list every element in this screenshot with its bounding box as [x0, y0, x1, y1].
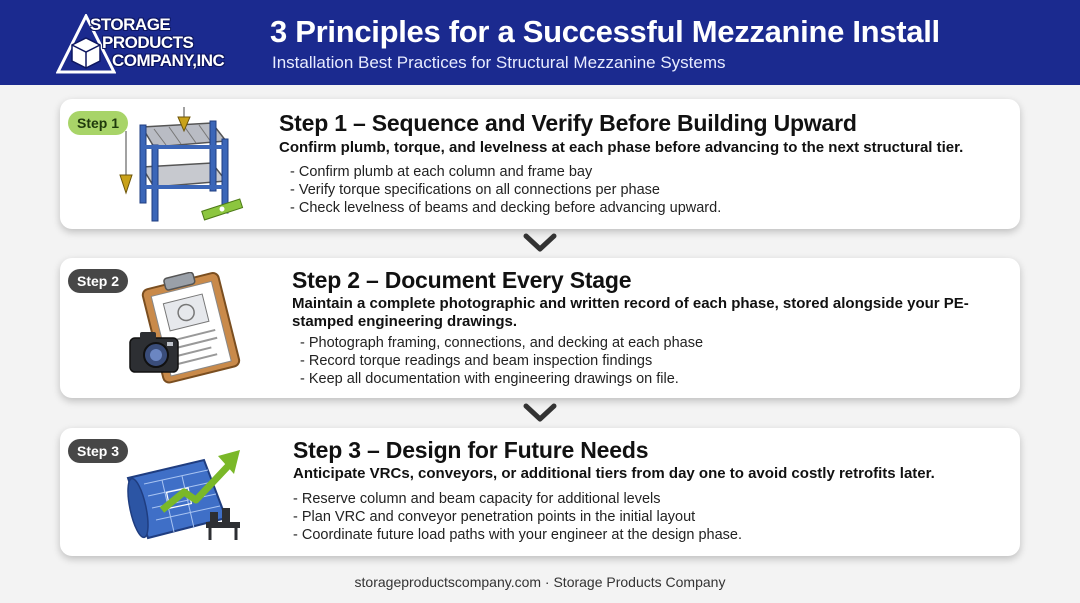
page-title: 3 Principles for a Successful Mezzanine Install: [270, 14, 940, 49]
step-2-card: [60, 258, 1020, 398]
step-1-badge: Step 1: [68, 111, 128, 135]
page-subtitle: Installation Best Practices for Structural Mezzanine Systems: [272, 53, 726, 72]
list-item: - Coordinate future load paths with your engineer at the design phase.: [293, 527, 742, 543]
step-3-bullet-list: [293, 490, 742, 544]
step-2-title: Step 2 – Document Every Stage: [292, 267, 632, 293]
blueprint-growth-arrow-icon: [122, 438, 248, 550]
list-item: - Reserve column and beam capacity for additional levels: [293, 491, 661, 507]
list-item: - Photograph framing, connections, and decking at each phase: [300, 335, 704, 351]
list-item: - Confirm plumb at each column and frame bay: [290, 164, 593, 180]
list-item: - Plan VRC and conveyor penetration points in the initial layout: [293, 509, 696, 525]
step-1-title: Step 1 – Sequence and Verify Before Building Upward: [279, 110, 857, 136]
chevron-down-icon: [522, 232, 558, 254]
step-3-description: Anticipate VRCs, conveyors, or additional tiers from day one to avoid costly retrofits later.: [293, 465, 935, 482]
list-item: - Keep all documentation with engineering drawings on file.: [300, 371, 679, 387]
logo-text-line-1: STORAGE: [90, 15, 171, 34]
logo-text-line-3: COMPANY,INC: [112, 51, 225, 70]
logo-text-line-2: PRODUCTS: [102, 33, 194, 52]
footer-text: storageproductscompany.com · Storage Products Company: [354, 574, 726, 590]
step-2-description: Maintain a complete photographic and written record of each phase, stored alongside your PE-stamped engineering drawings.: [292, 295, 969, 330]
step-3-title: Step 3 – Design for Future Needs: [293, 437, 649, 463]
step-2-bullet-list: [300, 334, 703, 388]
clipboard-camera-icon: [126, 272, 246, 384]
step-3-badge: Step 3: [68, 439, 128, 463]
step-1-description: Confirm plumb, torque, and levelness at each phase before advancing to the next structural tier.: [279, 139, 964, 156]
step-2-badge: Step 2: [68, 269, 128, 293]
step-3-card: [60, 428, 1020, 556]
step-1-bullet-list: [290, 163, 721, 217]
step-1-card: [60, 99, 1020, 229]
company-logo: [56, 12, 236, 76]
chevron-down-icon: [522, 402, 558, 424]
mezzanine-frame-plumb-level-icon: [114, 105, 244, 223]
list-item: - Record torque readings and beam inspection findings: [300, 353, 653, 369]
list-item: - Check levelness of beams and decking before advancing upward.: [290, 200, 722, 216]
list-item: - Verify torque specifications on all connections per phase: [290, 182, 660, 198]
header-banner: [0, 0, 1080, 85]
